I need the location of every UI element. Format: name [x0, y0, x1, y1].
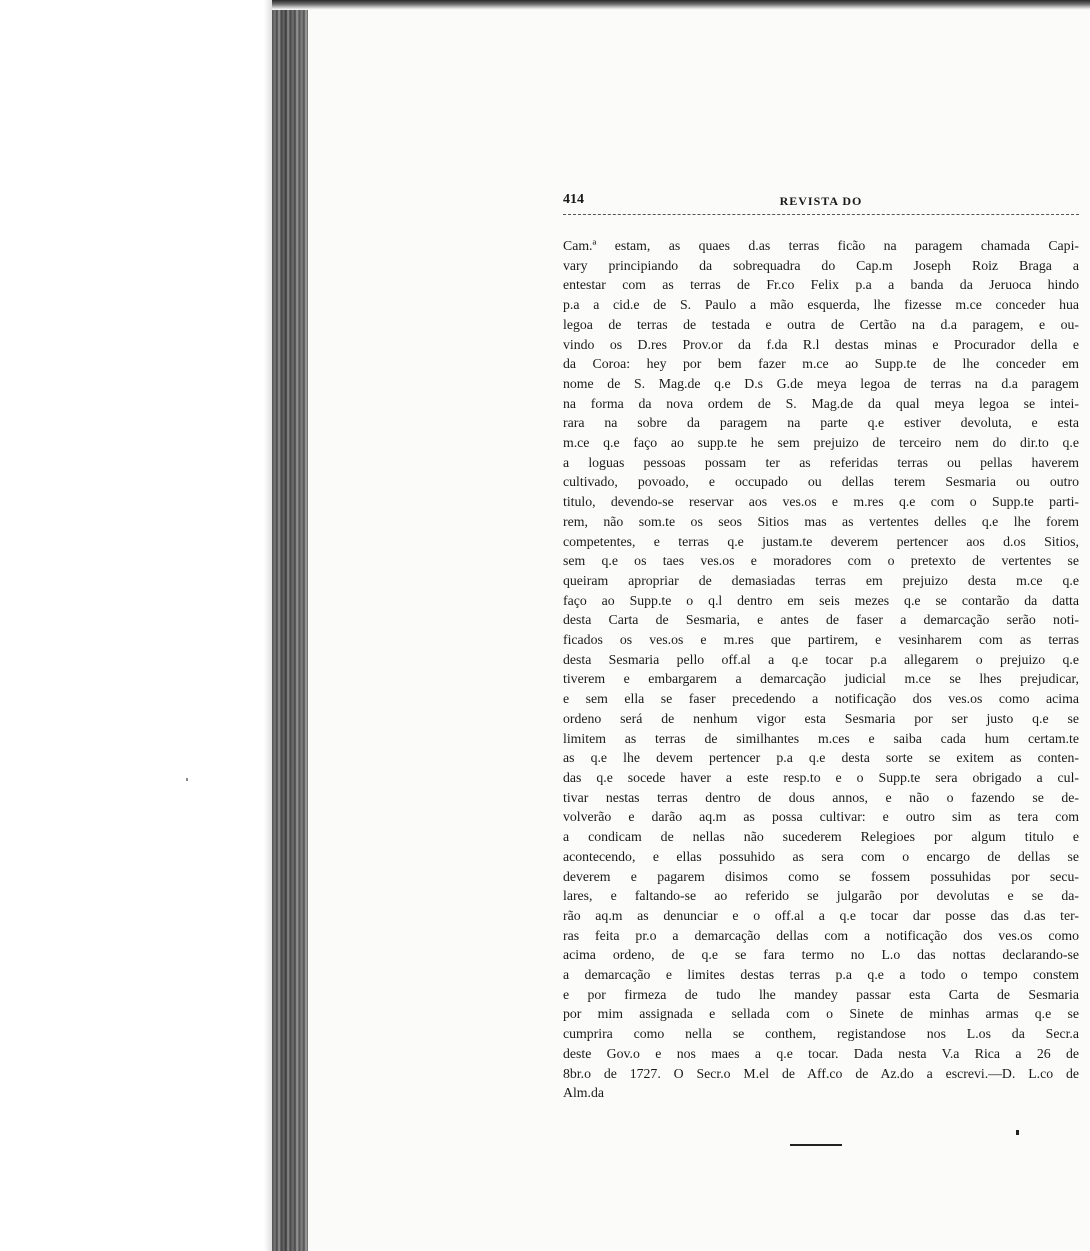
text-line: por mim assignada e sellada com o Sinete de minhas armas q.e se	[563, 1006, 1079, 1022]
text-line: das q.e socede haver a este resp.to e o Supp.te sera obrigado a cul-	[563, 769, 1079, 785]
text-line: cumprira como nella se conthem, registandose nos L.os da Secr.a	[563, 1026, 1079, 1042]
document-body	[563, 236, 1079, 1103]
text-line: tivar nestas terras dentro de dous annos, e não o fazendo se de-	[563, 789, 1079, 805]
text-line: titulo, devendo-se reservar aos ves.os e m.res q.e com o Supp.te parti-	[563, 494, 1079, 510]
text-line: acima ordeno, de q.e se fara termo no L.o das nottas declarando-se	[563, 947, 1079, 963]
page-top-edge	[272, 0, 1090, 10]
text-line: vary principiando da sobrequadra do Cap.m Joseph Roiz Braga a	[563, 257, 1079, 273]
text-line: deste Gov.o e nos maes a q.e tocar. Dada nesta V.a Rica a 26 de	[563, 1045, 1079, 1061]
section-divider	[790, 1144, 842, 1146]
text-line: sem q.e os taes ves.os e moradores com o pretexto de vertentes se	[563, 553, 1079, 569]
text-line: tiverem e embargarem a demarcação judicial m.ce se lhes prejudicar,	[563, 671, 1079, 687]
text-line: na forma da nova ordem de S. Mag.de da qual meya legoa se intei-	[563, 395, 1079, 411]
text-line: deverem e pagarem disimos como se fossem possuhidas por secu-	[563, 868, 1079, 884]
text-line: acontecendo, e ellas possuhido as sera com o encargo de dellas se	[563, 848, 1079, 864]
text-line: da Coroa: hey por bem fazer m.ce ao Supp.te de lhe conceder em	[563, 356, 1079, 372]
text-line: 8br.o de 1727. O Secr.o M.el de Aff.co de Az.do a escrevi.—D. L.co de	[563, 1065, 1079, 1081]
text-line: e por firmeza de tudo lhe mandey passar esta Carta de Sesmaria	[563, 986, 1079, 1002]
text-line: ficados os ves.os e m.res que partirem, e vesinharem com as terras	[563, 632, 1079, 648]
book-spine	[272, 0, 308, 1251]
text-line: desta Sesmaria pello off.al a q.e tocar p.a allegarem o prejuizo q.e	[563, 651, 1079, 667]
text-line: vindo os D.res Prov.or da f.da R.l destas minas e Procurador della e	[563, 336, 1079, 352]
scan-margin	[0, 0, 300, 1251]
text-line: ras feita pr.o a demarcação dellas com a notificação dos ves.os como	[563, 927, 1079, 943]
text-line: p.a a cid.e de S. Paulo a mão esquerda, lhe fizesse m.ce conceder hua	[563, 297, 1079, 313]
speck	[1016, 1130, 1019, 1135]
text-line: competentes, e terras q.e justam.te deverem pertencer aos d.os Sitios,	[563, 533, 1079, 549]
text-line: rara na sobre da paragem na parte q.e estiver devoluta, e esta	[563, 415, 1079, 431]
page-header	[563, 192, 1079, 215]
text-line: legoa de terras de testada e outra de Certão na d.a paragem, e ou-	[563, 316, 1079, 332]
text-line: volverão e darão aq.m as possa cultivar: e outro sim as tera com	[563, 809, 1079, 825]
text-line: Alm.da	[563, 1085, 604, 1101]
text-line: a condicam de nellas não sucederem Relegioes por algum titulo e	[563, 829, 1079, 845]
running-title: REVISTA DO	[779, 194, 863, 208]
text-line: e sem ella se faser precedendo a notificação dos ves.os como acima	[563, 691, 1079, 707]
text-line: queiram apropriar de demasiadas terras em prejuizo desta m.ce q.e	[563, 572, 1079, 588]
text-line: lares, e faltando-se ao referido se julgarão por devolutas e se da-	[563, 888, 1079, 904]
text-line: faço ao Supp.te o q.l dentro em seis mezes q.e se contarão da datta	[563, 592, 1079, 608]
text-line: desta Carta de Sesmaria, e antes de faser a demarcação serão noti-	[563, 612, 1079, 628]
text-line: entestar com as terras de Fr.co Felix p.a a banda da Jeruoca hindo	[563, 277, 1079, 293]
text-line: Cam.ª estam, as quaes d.as terras ficão na paragem chamada Capi-	[563, 238, 1079, 253]
text-line: a demarcação e limites destas terras p.a q.e a todo o tempo constem	[563, 967, 1079, 983]
text-line: rão aq.m as denunciar e o off.al a q.e tocar dar posse das d.as ter-	[563, 907, 1079, 923]
text-line: nome de S. Mag.de q.e D.s G.de meya legoa de terras na d.a paragem	[563, 375, 1079, 391]
text-line: m.ce q.e faço ao supp.te he sem prejuizo de terceiro nem do dir.to q.e	[563, 435, 1079, 451]
text-line: limitem as terras de similhantes m.ces e saiba cada hum certam.te	[563, 730, 1079, 746]
text-line: rem, não som.te os seos Sitios mas as vertentes delles q.e lhe forem	[563, 513, 1079, 529]
text-line: as q.e lhe devem pertencer p.a q.e desta sorte se exitem as conten-	[563, 750, 1079, 766]
text-line: cultivado, povoado, e occupado ou dellas terem Sesmaria ou outro	[563, 474, 1079, 490]
text-line: ordeno será de nenhum vigor esta Sesmaria por ser justo q.e se	[563, 710, 1079, 726]
text-line: a loguas pessoas possam ter as referidas terras ou pellas haverem	[563, 454, 1079, 470]
page-number: 414	[563, 192, 584, 207]
speck	[186, 778, 188, 781]
